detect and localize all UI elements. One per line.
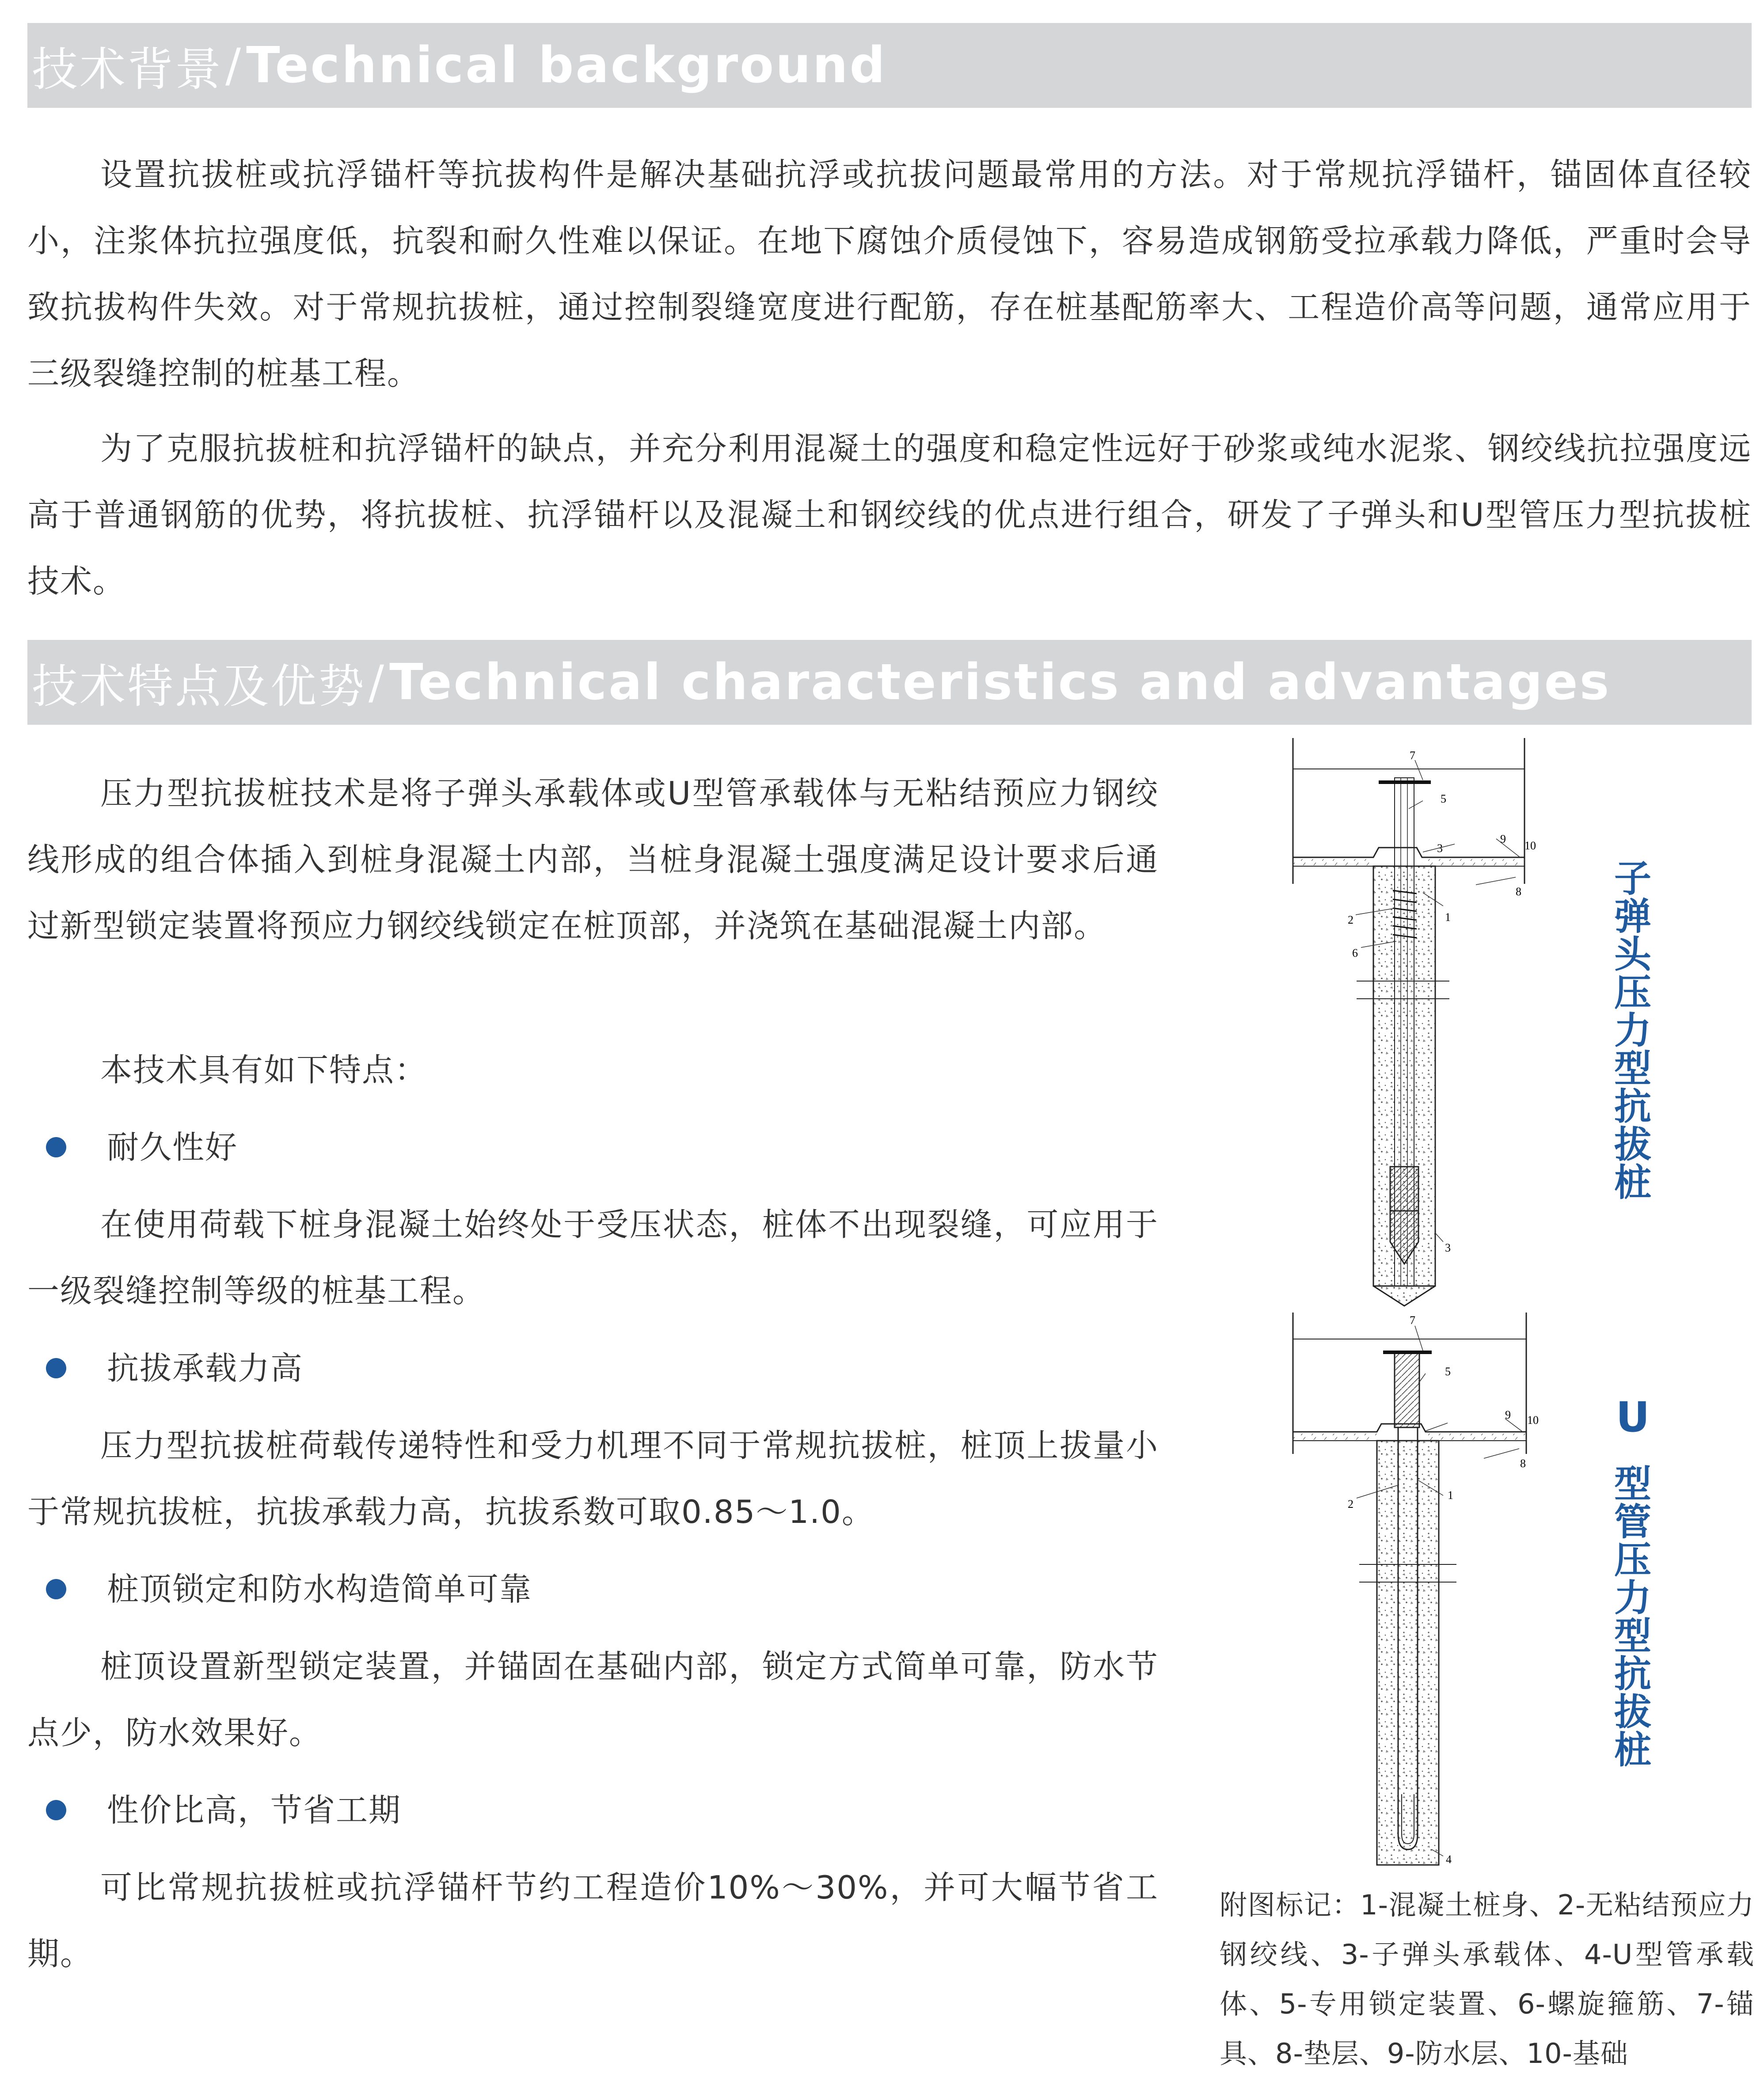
bullet-dot-icon bbox=[46, 1800, 66, 1820]
section-title-cn: 技术背景 bbox=[32, 42, 223, 96]
label-10: 10 bbox=[1527, 1414, 1539, 1427]
bullet-carrier bbox=[1390, 1167, 1418, 1211]
features-intro: 本技术具有如下特点： bbox=[100, 1051, 428, 1088]
label-3: 3 bbox=[1445, 1241, 1451, 1254]
feature-title: 耐久性好 bbox=[107, 1129, 238, 1166]
section-title-en: Technical characteristics and advantages bbox=[389, 654, 1611, 711]
section-title-cn: 技术特点及优势 bbox=[32, 659, 366, 713]
u-tube-pile-title: 型管压力型抗拔桩 bbox=[1614, 1462, 1651, 1772]
label-5: 5 bbox=[1441, 792, 1446, 805]
label-7: 7 bbox=[1410, 749, 1415, 762]
label-5: 5 bbox=[1445, 1365, 1451, 1378]
bullet-dot-icon bbox=[46, 1579, 66, 1599]
label-3-top: 3 bbox=[1437, 842, 1443, 855]
intro-paragraph: 压力型抗拔桩技术是将子弹头承载体或U型管承载体与无粘结预应力钢绞线形成的组合体插入到桩身混凝土内部，当桩身混凝土强度满足设计要求后通过新型锁定装置将预应力钢绞线锁定在桩顶部，并浇筑在基础混凝土内部。 bbox=[27, 775, 1159, 944]
label-1: 1 bbox=[1448, 1489, 1453, 1502]
feature-title-locking bbox=[27, 1556, 532, 1622]
feature-title-durability bbox=[27, 1114, 238, 1180]
feature-title-capacity bbox=[27, 1335, 303, 1401]
label-10: 10 bbox=[1524, 839, 1536, 852]
label-6: 6 bbox=[1352, 947, 1358, 959]
label-2: 2 bbox=[1348, 1498, 1353, 1510]
section-title-en: Technical background bbox=[246, 37, 887, 94]
section-title-separator: / bbox=[369, 655, 384, 709]
label-2: 2 bbox=[1348, 913, 1353, 926]
background-paragraph-2: 为了克服抗拔桩和抗浮锚杆的缺点，并充分利用混凝土的强度和稳定性远好于砂浆或纯水泥浆、钢绞线抗拉强度远高于普通钢筋的优势，将抗拔桩、抗浮锚杆以及混凝土和钢绞线的优点进行组合，研发了子弹头和U型管压力型抗拔桩技术。 bbox=[27, 430, 1752, 600]
feature-title-cost bbox=[27, 1777, 401, 1843]
cushion-right bbox=[1422, 859, 1524, 865]
feature-desc-capacity: 压力型抗拔桩荷载传递特性和受力机理不同于常规抗拔桩，桩顶上拔量小于常规抗拔桩，抗拔承载力高，抗拔系数可取0.85～1.0。 bbox=[27, 1427, 1159, 1530]
background-paragraph-1: 设置抗拔桩或抗浮锚杆等抗拔构件是解决基础抗浮或抗拔问题最常用的方法。对于常规抗浮锚杆，锚固体直径较小，注浆体抗拉强度低，抗裂和耐久性难以保证。在地下腐蚀介质侵蚀下，容易造成钢筋受拉承载力降低，严重时会导致抗拔构件失效。对于常规抗拔桩，通过控制裂缝宽度进行配筋，存在桩基配筋率大、工程造价高等问题，通常应用于三级裂缝控制的桩基工程。 bbox=[27, 156, 1752, 392]
feature-desc-cost: 可比常规抗拔桩或抗浮锚杆节约工程造价10%～30%，并可大幅节省工期。 bbox=[27, 1869, 1159, 1972]
bullet-dot-icon bbox=[46, 1137, 66, 1157]
u-tube-title-u: U bbox=[1616, 1393, 1650, 1442]
label-4: 4 bbox=[1446, 1853, 1452, 1866]
label-9: 9 bbox=[1500, 833, 1506, 845]
feature-title: 抗拔承载力高 bbox=[107, 1350, 304, 1387]
label-8: 8 bbox=[1516, 885, 1521, 898]
pile-tip bbox=[1373, 1286, 1435, 1306]
section-header-advantages bbox=[27, 640, 1752, 725]
label-9: 9 bbox=[1505, 1408, 1511, 1421]
label-1: 1 bbox=[1445, 911, 1451, 924]
feature-desc-durability: 在使用荷载下桩身混凝土始终处于受压状态，桩体不出现裂缝，可应用于一级裂缝控制等级的桩基工程。 bbox=[27, 1206, 1159, 1309]
cushion-left bbox=[1293, 859, 1373, 865]
pile-body bbox=[1377, 1441, 1439, 1865]
label-8: 8 bbox=[1520, 1457, 1526, 1470]
label-7: 7 bbox=[1410, 1314, 1415, 1327]
section-header-background bbox=[27, 23, 1752, 108]
figure-caption: 附图标记：1-混凝土桩身、2-无粘结预应力钢绞线、3-子弹头承载体、4-U型管承载体、5-专用锁定装置、6-螺旋箍筋、7-锚具、8-垫层、9-防水层、10-基础 bbox=[1220, 1889, 1754, 2070]
waterproof-layer bbox=[1293, 848, 1524, 857]
section-title-separator: / bbox=[225, 38, 241, 92]
u-tube-pile-diagram bbox=[1290, 1308, 1555, 1891]
feature-desc-locking: 桩顶设置新型锁定装置，并锚固在基础内部，锁定方式简单可靠，防水节点少，防水效果好。 bbox=[27, 1648, 1159, 1751]
locking-device bbox=[1395, 1352, 1419, 1427]
feature-title: 桩顶锁定和防水构造简单可靠 bbox=[107, 1571, 532, 1608]
bullet-dot-icon bbox=[46, 1358, 66, 1378]
bullet-head-pile-title: 子弹头压力型抗拔桩 bbox=[1614, 857, 1651, 1204]
feature-title: 性价比高，节省工期 bbox=[107, 1792, 402, 1829]
bullet-head-pile-diagram bbox=[1290, 734, 1555, 1308]
